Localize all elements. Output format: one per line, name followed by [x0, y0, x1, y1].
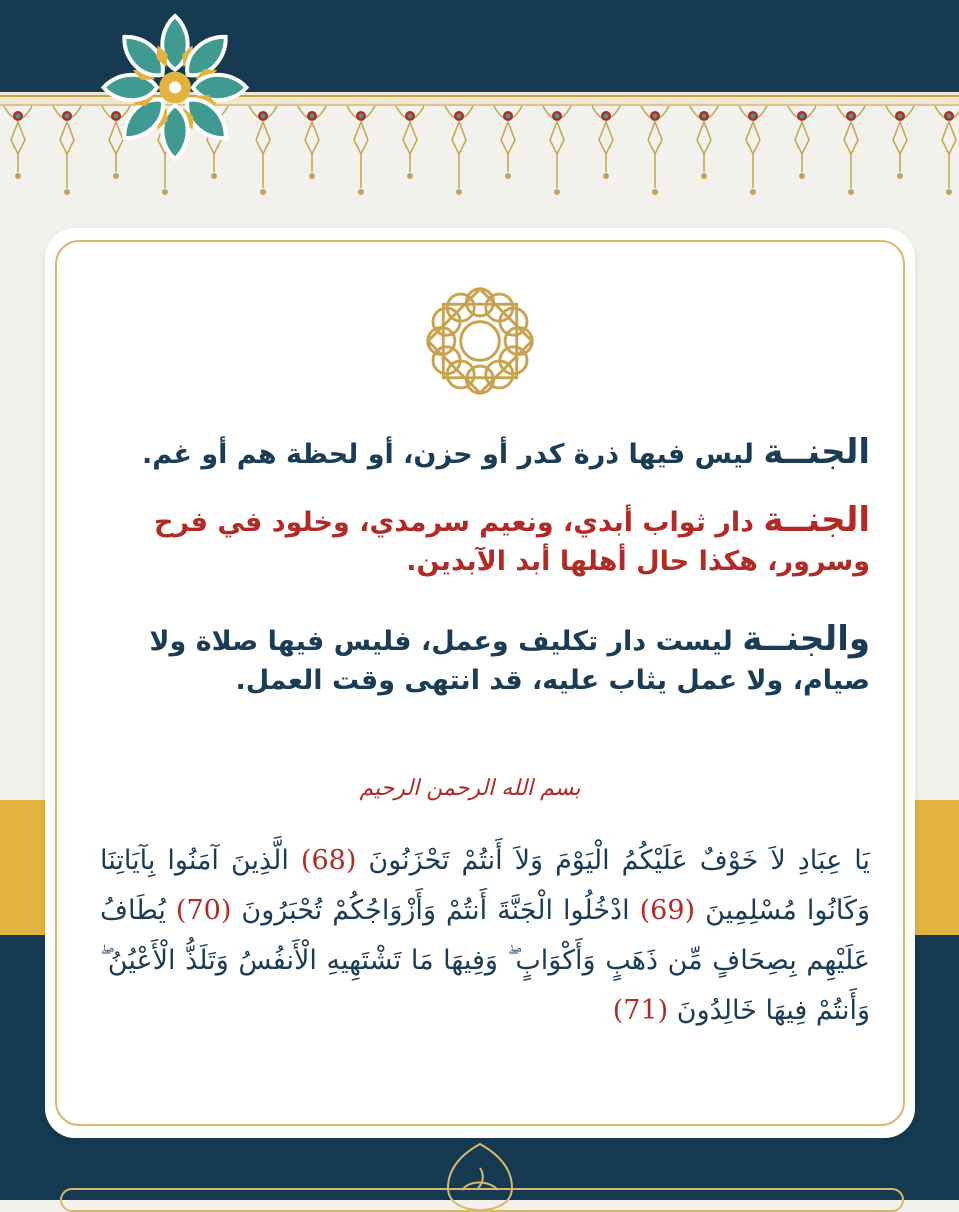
border-motif	[641, 106, 669, 195]
teal-flower-ornament-icon	[90, 10, 260, 165]
paragraph-2	[130, 501, 870, 581]
paragraph-1-keyword: الجنــة	[763, 432, 870, 472]
verse-70-text: ادْخُلُوا الْجَنَّةَ أَنتُمْ وَأَزْوَاجُكُمْ تُحْبَرُونَ	[231, 895, 640, 926]
paragraph-3-keyword: والجنــة	[742, 619, 870, 659]
verse-69-text: الَّذِينَ آمَنُوا بِآيَاتِنَا وَكَانُوا مُسْلِمِينَ	[100, 845, 871, 926]
geometric-star-icon	[422, 283, 538, 399]
border-motif	[53, 106, 81, 195]
border-motif	[788, 106, 816, 179]
border-motif	[4, 106, 32, 179]
border-motif	[592, 106, 620, 179]
verse-71-number: (71)	[612, 995, 669, 1026]
border-motif	[347, 106, 375, 195]
border-motif	[690, 106, 718, 179]
paragraph-3	[130, 620, 870, 700]
border-motif	[935, 106, 959, 195]
border-motif	[543, 106, 571, 195]
paragraph-3-text: ليست دار تكليف وعمل، فليس فيها صلاة ولا صيام، ولا عمل يثاب عليه، قد انتهى وقت العمل.	[149, 626, 870, 696]
quran-verses	[100, 836, 870, 1036]
verse-70-number: (70)	[175, 895, 232, 926]
paragraph-1-text: ليس فيها ذرة كدر أو حزن، أو لحظة هم أو غم.	[142, 439, 764, 470]
border-motif	[445, 106, 473, 195]
paragraph-2-keyword: الجنــة	[763, 500, 870, 540]
content-card	[45, 228, 915, 1138]
border-motif	[886, 106, 914, 179]
border-motif	[298, 106, 326, 179]
paragraph-1	[130, 433, 870, 474]
border-motif	[837, 106, 865, 195]
border-motif	[494, 106, 522, 179]
paragraph-2-text: دار ثواب أبدي، ونعيم سرمدي، وخلود في فرح وسرور، هكذا حال أهلها أبد الآبدين.	[154, 507, 870, 577]
border-motif	[396, 106, 424, 179]
verse-68-text: يَا عِبَادِ لاَ خَوْفٌ عَلَيْكُمُ الْيَوْمَ وَلاَ أَنتُمْ تَحْزَنُونَ	[356, 845, 870, 876]
basmala-calligraphy: بسم الله الرحمن الرحيم	[359, 776, 581, 801]
border-motif	[739, 106, 767, 195]
verse-71-text: يُطَافُ عَلَيْهِم بِصِحَافٍ مِّن ذَهَبٍ وَأَكْوَابٍ ۖ وَفِيهَا مَا تَشْتَهِيهِ الْأَنفُسُ وَتَلَذُّ الْأَعْيُنُ ۖ وَأَنتُمْ فِيهَا خَالِدُونَ	[100, 895, 870, 1026]
verse-69-number: (69)	[639, 895, 696, 926]
verse-68-number: (68)	[300, 845, 357, 876]
